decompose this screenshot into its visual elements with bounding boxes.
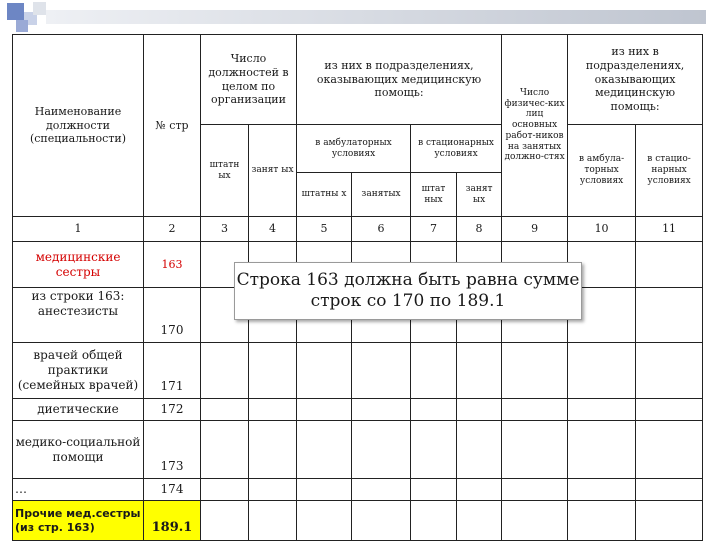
data-cell[interactable] (568, 421, 636, 479)
header-physical-persons: Число физичес-ких лиц основных работ-ников на занятых должно-стях (502, 35, 568, 217)
row-number: 174 (144, 479, 201, 501)
data-cell[interactable] (636, 479, 703, 501)
data-cell[interactable] (201, 479, 249, 501)
callout-text: Строка 163 должна быть равна сумме строк со 170 по 189.1 (236, 269, 580, 311)
header-row-number: № стр (144, 35, 201, 217)
row-name: Прочие мед.сестры (из стр. 163) (13, 501, 144, 541)
table-row (13, 399, 703, 421)
data-cell[interactable] (457, 343, 502, 399)
data-cell[interactable] (297, 399, 352, 421)
row-number: 171 (144, 343, 201, 399)
header-outpatient-occupied: занятых (352, 173, 411, 217)
data-cell[interactable] (201, 501, 249, 541)
data-cell[interactable] (297, 421, 352, 479)
column-number: 3 (201, 217, 249, 242)
data-cell[interactable] (568, 399, 636, 421)
data-cell[interactable] (249, 479, 297, 501)
data-cell[interactable] (457, 501, 502, 541)
column-number: 6 (352, 217, 411, 242)
column-number: 11 (636, 217, 703, 242)
data-cell[interactable] (201, 343, 249, 399)
data-cell[interactable] (201, 399, 249, 421)
row-name: из строки 163: анестезисты (13, 288, 144, 343)
row-number: 173 (144, 421, 201, 479)
header-outpatient-persons: в амбула-торных условиях (568, 125, 636, 217)
decor-square-dark (7, 3, 24, 20)
validation-callout (234, 262, 582, 320)
column-number: 1 (13, 217, 144, 242)
data-cell[interactable] (502, 479, 568, 501)
header-outpatient-staff: штатны х (297, 173, 352, 217)
row-number: 172 (144, 399, 201, 421)
data-cell[interactable] (201, 421, 249, 479)
table-row (13, 343, 703, 399)
row-name: медицинские сестры (13, 242, 144, 288)
data-cell[interactable] (249, 421, 297, 479)
header-subdivisions: из них в подразделениях, оказывающих медицинскую помощь: (297, 35, 502, 125)
data-cell[interactable] (502, 421, 568, 479)
data-cell[interactable] (352, 343, 411, 399)
data-cell[interactable] (502, 343, 568, 399)
column-number: 4 (249, 217, 297, 242)
header-staff: штатн ых (201, 125, 249, 217)
data-cell[interactable] (502, 501, 568, 541)
data-cell[interactable] (411, 479, 457, 501)
table-row (13, 479, 703, 501)
data-cell[interactable] (636, 288, 703, 343)
row-number: 170 (144, 288, 201, 343)
header-outpatient: в амбулаторных условиях (297, 125, 411, 173)
data-cell[interactable] (636, 242, 703, 288)
data-cell[interactable] (411, 501, 457, 541)
header-inpatient: в стационарных условиях (411, 125, 502, 173)
header-inpatient-staff: штат ных (411, 173, 457, 217)
column-number: 9 (502, 217, 568, 242)
data-cell[interactable] (457, 421, 502, 479)
data-cell[interactable] (411, 421, 457, 479)
data-cell[interactable] (636, 343, 703, 399)
row-number: 163 (144, 242, 201, 288)
data-cell[interactable] (636, 421, 703, 479)
data-cell[interactable] (502, 399, 568, 421)
header-position-name: Наименование должности (специальности) (13, 35, 144, 217)
row-name: диетические (13, 399, 144, 421)
data-cell[interactable] (352, 421, 411, 479)
data-cell[interactable] (457, 479, 502, 501)
decor-rule (46, 10, 706, 24)
data-cell[interactable] (352, 479, 411, 501)
column-number: 7 (411, 217, 457, 242)
table-row (13, 501, 703, 541)
table-row (13, 421, 703, 479)
data-cell[interactable] (568, 501, 636, 541)
data-cell[interactable] (297, 343, 352, 399)
row-name: медико-социальной помощи (13, 421, 144, 479)
data-cell[interactable] (297, 479, 352, 501)
row-number: 189.1 (144, 501, 201, 541)
data-cell[interactable] (249, 501, 297, 541)
data-cell[interactable] (411, 343, 457, 399)
data-cell[interactable] (636, 501, 703, 541)
column-number: 10 (568, 217, 636, 242)
data-cell[interactable] (568, 343, 636, 399)
data-cell[interactable] (457, 399, 502, 421)
column-number: 8 (457, 217, 502, 242)
header-inpatient-occupied: занят ых (457, 173, 502, 217)
decor-square-gray (33, 2, 46, 15)
column-numbers-row (13, 217, 703, 242)
data-cell[interactable] (568, 479, 636, 501)
decor-square-mid (16, 20, 28, 32)
data-cell[interactable] (411, 399, 457, 421)
column-number: 5 (297, 217, 352, 242)
data-cell[interactable] (352, 501, 411, 541)
header-positions-total: Число должностей в целом по организации (201, 35, 297, 125)
data-cell[interactable] (249, 399, 297, 421)
header-subdivisions-persons: из них в подразделениях, оказывающих медицинскую помощь: (568, 35, 703, 125)
column-number: 2 (144, 217, 201, 242)
row-name: … (13, 479, 144, 501)
data-cell[interactable] (249, 343, 297, 399)
header-inpatient-persons: в стацио-нарных условиях (636, 125, 703, 217)
data-cell[interactable] (297, 501, 352, 541)
data-cell[interactable] (636, 399, 703, 421)
header-occupied: занят ых (249, 125, 297, 217)
row-name: врачей общей практики (семейных врачей) (13, 343, 144, 399)
data-cell[interactable] (352, 399, 411, 421)
